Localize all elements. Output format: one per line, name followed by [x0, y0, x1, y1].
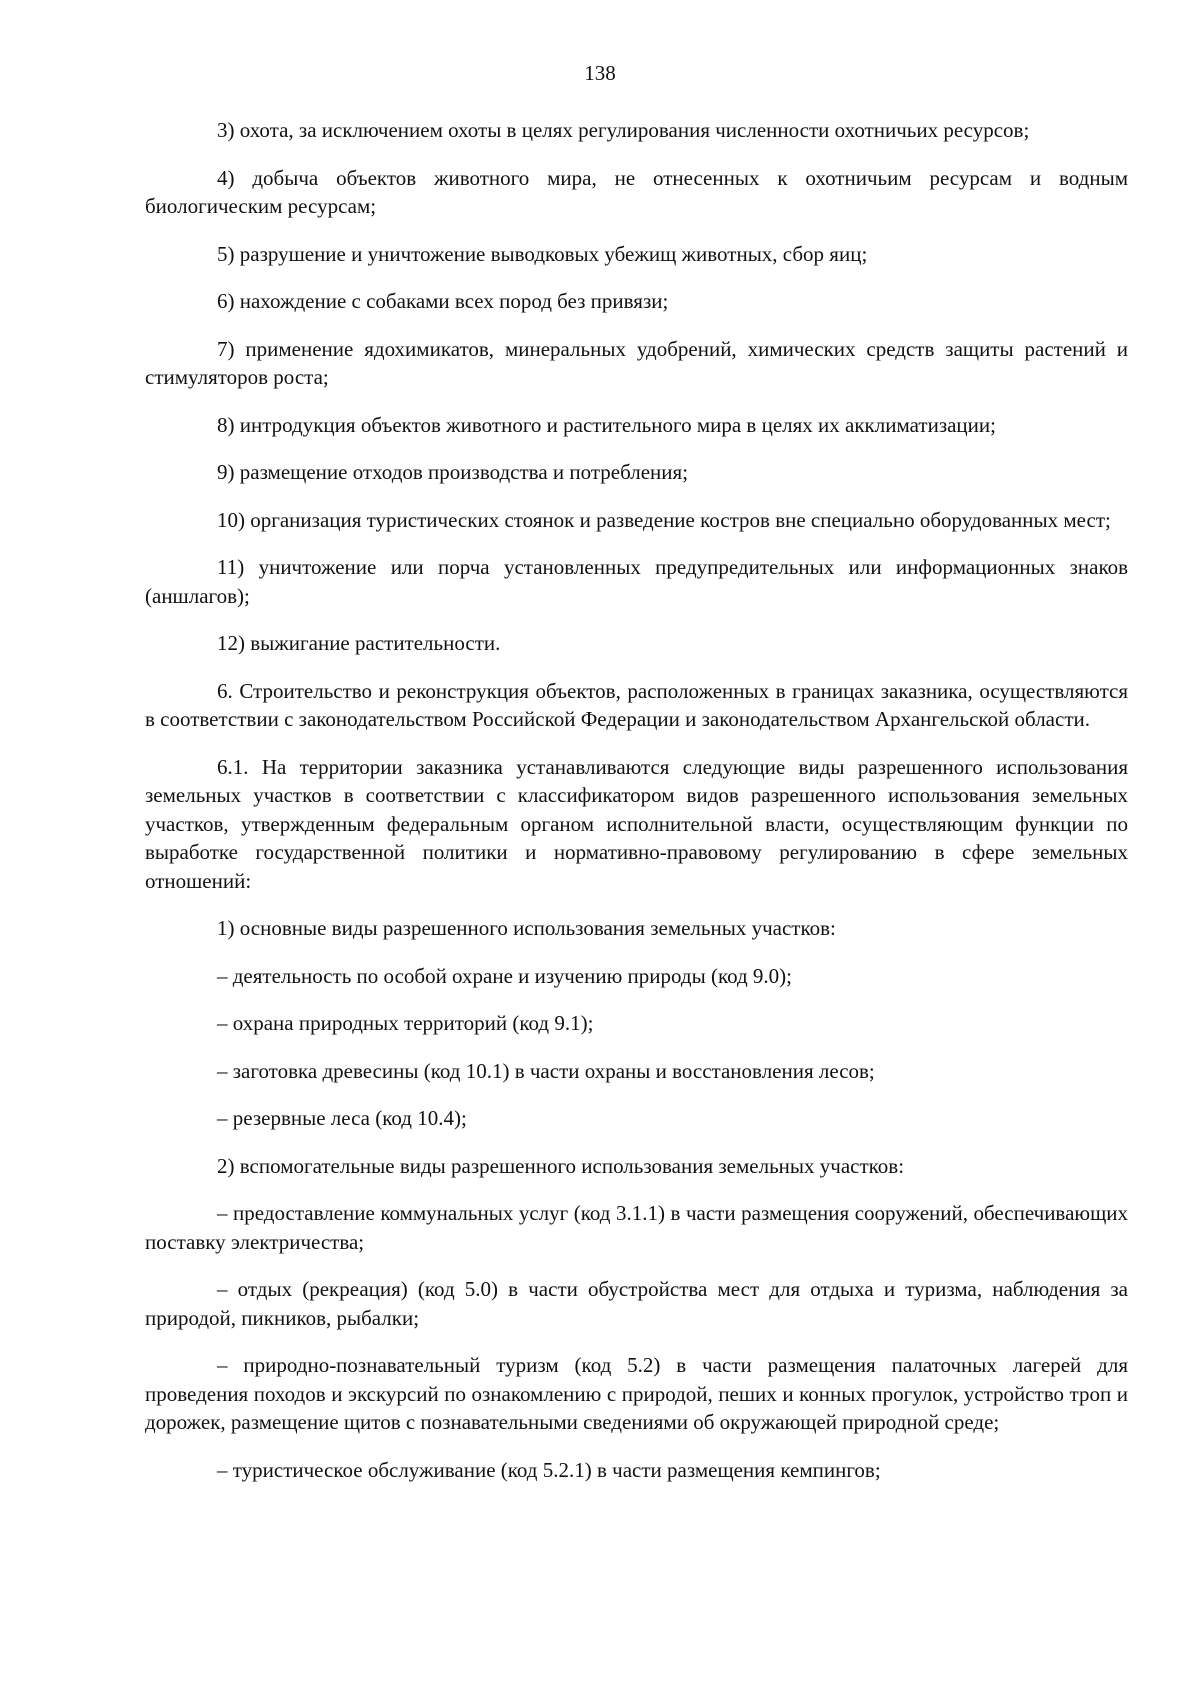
paragraph-main-use-9-1: – охрана природных территорий (код 9.1);: [217, 1011, 594, 1035]
paragraph-item-9: 9) размещение отходов производства и потребления;: [217, 460, 689, 484]
paragraph-section-6-1: 6.1. На территории заказника устанавливаются следующие виды разрешенного использования земельных участков в соответствии с классификатором видов разрешенного использования земельных участков, утвержденным федеральным органом исполнительной власти, осуществляющим функции по выработке государственной политики и нормативно-правовому регулированию в сфере земельных отношений:: [145, 754, 1128, 893]
document-body: [145, 116, 1128, 1503]
paragraph-auxiliary-use-5-0: – отдых (рекреация) (код 5.0) в части обустройства мест для отдыха и туризма, наблюдения за природой, пикников, рыбалки;: [145, 1277, 1128, 1330]
paragraph-item-5: 5) разрушение и уничтожение выводковых убежищ животных, сбор яиц;: [217, 241, 868, 266]
paragraph-item-3: 3) охота, за исключением охоты в целях регулирования численности охотничьих ресурсов;: [217, 118, 1030, 142]
paragraph-main-use-9-0: – деятельность по особой охране и изучению природы (код 9.0);: [217, 963, 792, 988]
paragraph-auxiliary-use-3-1-1: – предоставление коммунальных услуг (код 3.1.1) в части размещения сооружений, обеспечивающих поставку электричества;: [145, 1201, 1128, 1254]
paragraph-section-6: 6. Строительство и реконструкция объектов, расположенных в границах заказника, осуществляются в соответствии с законодательством Российской Федерации и законодательством Архангельской области.: [145, 678, 1128, 731]
paragraph-auxiliary-use-5-2: – природно-познавательный туризм (код 5.2) в части размещения палаточных лагерей для проведения походов и экскурсий по ознакомлению с природой, пеших и конных прогулок, устройство троп и дорожек, размещение щитов с познавательными сведениями об окружающей природной среде;: [145, 1353, 1128, 1434]
paragraph-item-11: 11) уничтожение или порча установленных предупредительных или информационных знаков (аншлагов);: [145, 555, 1128, 608]
paragraph-auxiliary-use-5-2-1: – туристическое обслуживание (код 5.2.1) в части размещения кемпингов;: [217, 1457, 881, 1482]
paragraph-item-12: 12) выжигание растительности.: [217, 631, 501, 655]
page-number: 138: [584, 61, 616, 85]
paragraph-item-8: 8) интродукция объектов животного и растительного мира в целях их акклиматизации;: [217, 412, 996, 437]
paragraph-item-7: 7) применение ядохимикатов, минеральных удобрений, химических средств защиты растений и стимуляторов роста;: [145, 336, 1128, 389]
paragraph-item-10: 10) организация туристических стоянок и разведение костров вне специально оборудованных мест;: [217, 507, 1111, 532]
paragraph-item-4: 4) добыча объектов животного мира, не отнесенных к охотничьим ресурсам и водным биологическим ресурсам;: [145, 165, 1128, 218]
paragraph-item-6: 6) нахождение с собаками всех пород без привязи;: [217, 289, 669, 313]
paragraph-main-uses-heading: 1) основные виды разрешенного использования земельных участков:: [217, 916, 836, 940]
paragraph-auxiliary-uses-heading: 2) вспомогательные виды разрешенного использования земельных участков:: [217, 1153, 905, 1178]
paragraph-main-use-10-4: – резервные леса (код 10.4);: [217, 1106, 467, 1130]
paragraph-main-use-10-1: – заготовка древесины (код 10.1) в части охраны и восстановления лесов;: [217, 1058, 875, 1083]
